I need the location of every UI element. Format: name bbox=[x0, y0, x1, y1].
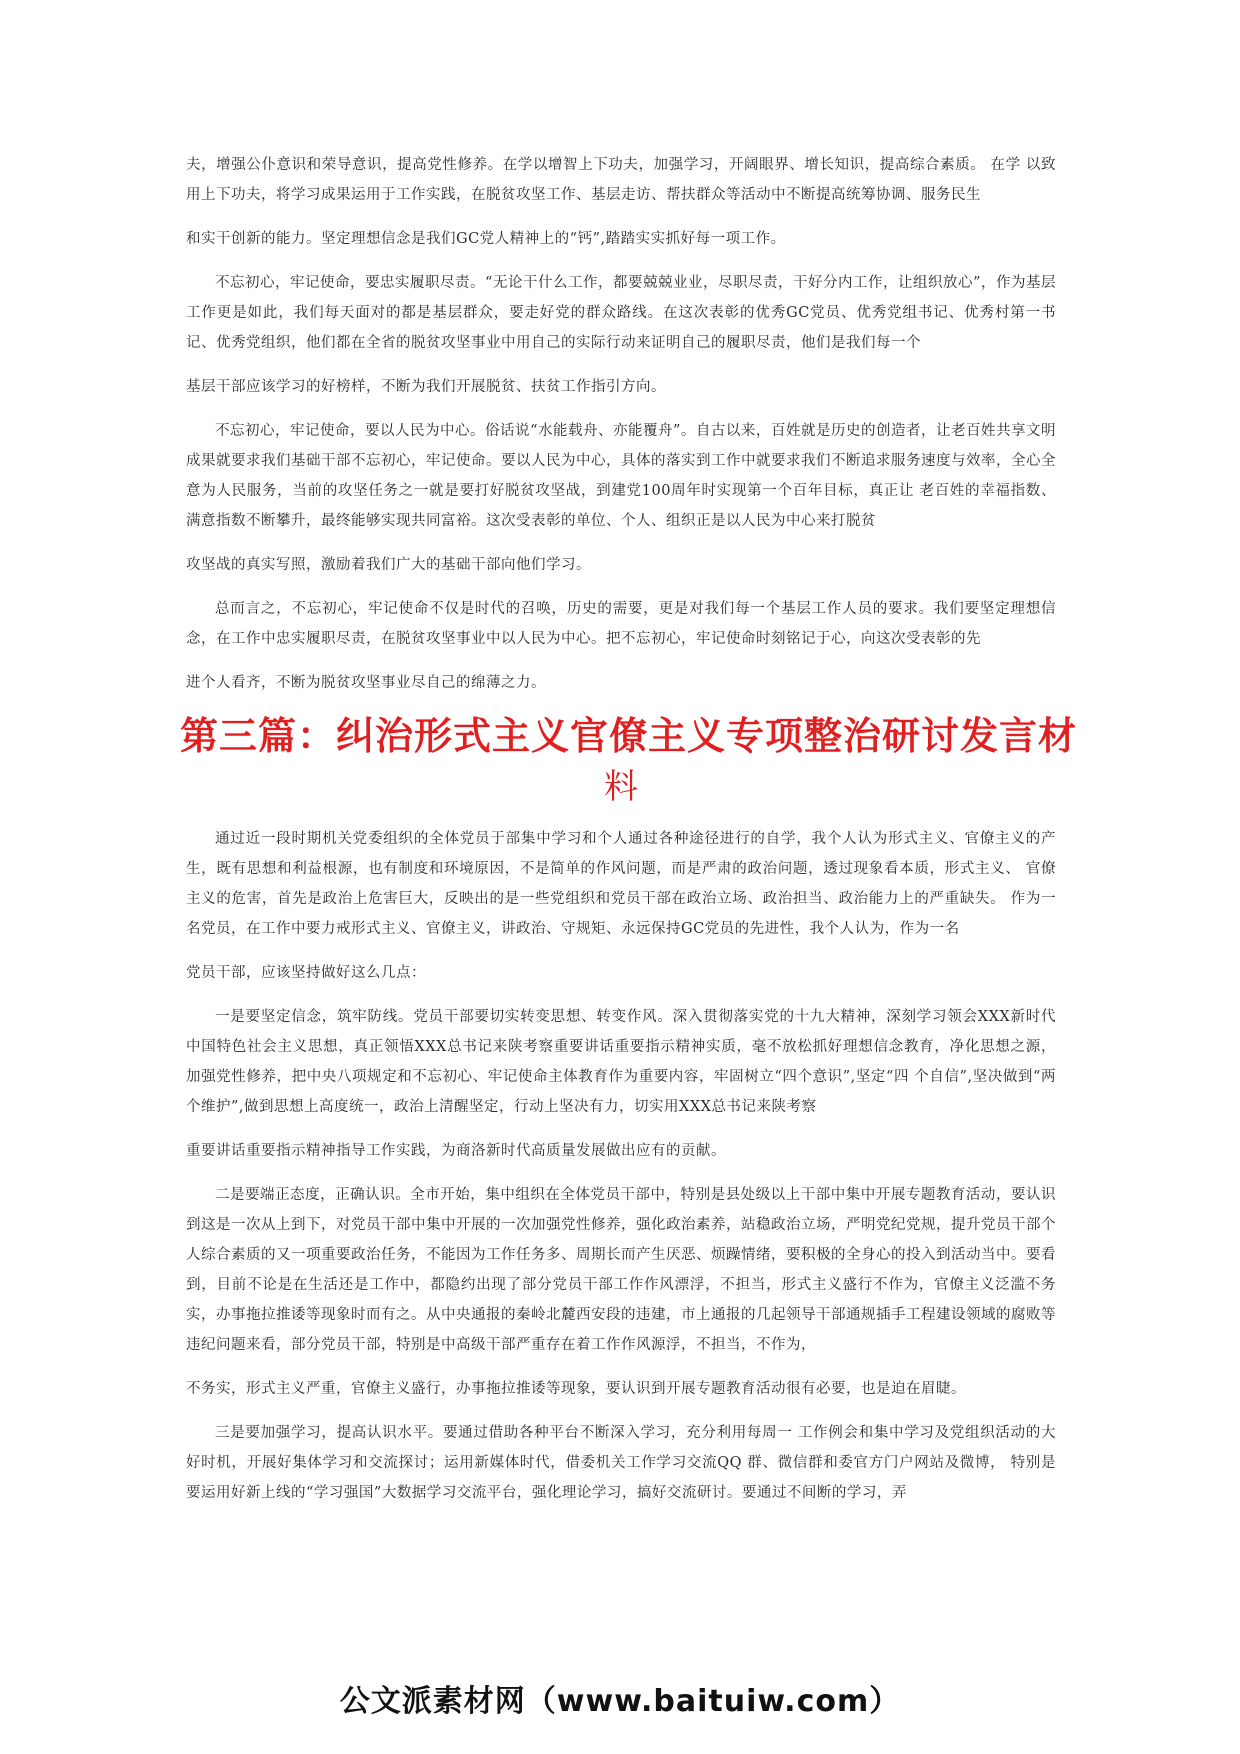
paragraph: 党员干部，应该坚持做好这么几点： bbox=[186, 965, 426, 981]
section-heading: 第三篇：纠治形式主义官僚主义专项整治研讨发言材 bbox=[180, 714, 1078, 758]
paragraph: 基层干部应该学习的好榜样，不断为我们开展脱贫、扶贫工作指引方向。 bbox=[186, 379, 666, 395]
document-body bbox=[180, 150, 1078, 1522]
paragraph: 不忘初心，牢记使命，要忠实履职尽责。“无论干什么工作，都要兢兢业业，尽职尽责，干好分内工作，让组织放心”，作为基层工作更是如此，我们每天面对的都是基层群众，要走好党的群众路线。在这次表彰的优秀GC党员、优秀党组书记、优秀村第一书记、优秀党组织，他们都在全省的脱贫攻坚事业中用自己的实际行动来证明自己的履职尽责，他们是我们每一个 bbox=[186, 275, 1056, 351]
paragraph: 通过近一段时期机关党委组织的全体党员于部集中学习和个人通过各种途径进行的自学，我个人认为形式主义、官僚主义的产生，既有思想和利益根源，也有制度和环境原因，不是简单的作风问题，而是严肃的政治问题，透过现象看本质，形式主义、 官僚主义的危害，首先是政治上危害巨大，反映出的是一些党组织和党员干部在政治立场、政治担当、政治能力上的严重缺失。 作为一名党员，在工作中要力戒形式主义、官僚主义，讲政治、守规矩、永远保持GC党员的先进性，我个人认为，作为一名 bbox=[186, 831, 1056, 937]
paragraph: 不忘初心，牢记使命，要以人民为中心。俗话说“水能载舟、亦能覆舟”。自古以来，百姓就是历史的创造者，让老百姓共享文明成果就要求我们基础干部不忘初心，牢记使命。要以人民为中心，具体的落实到工作中就要求我们不断追求服务速度与效率，全心全意为人民服务，当前的攻坚任务之一就是要打好脱贫攻坚战，到建党100周年时实现第一个百年目标，真正让 老百姓的幸福指数、满意指数不断攀升，最终能够实现共同富裕。这次受表彰的单位、个人、组织正是以人民为中心来打脱贫 bbox=[186, 423, 1056, 529]
paragraph: 二是要端正态度，正确认识。全市开始，集中组织在全体党员干部中，特别是县处级以上干部中集中开展专题教育活动，要认识到这是一次从上到下，对党员干部中集中开展的一次加强党性修养，强化政治素养，站稳政治立场，严明党纪党规，提升党员干部个人综合素质的又一项重要政治任务，不能因为工作任务多、周期长而产生厌恶、烦躁情绪，要积极的全身心的投入到活动当中。要看到，目前不论是在生活还是工作中，都隐约出现了部分党员干部工作作风漂浮，不担当，形式主义盛行不作为，官僚主义泛滥不务实，办事拖拉推诿等现象时而有之。从中央通报的秦岭北麓西安段的违建，市上通报的几起领导干部通规插手工程建设领域的腐败等违纪问题来看，部分党员干部，特别是中高级干部严重存在着工作作风源浮，不担当，不作为， bbox=[186, 1187, 1056, 1353]
paragraph: 和实干创新的能力。坚定理想信念是我们GC党人精神上的“钙”,踏踏实实抓好每一项工作。 bbox=[186, 231, 786, 247]
paragraph: 夫，增强公仆意识和荣导意识，提高党性修养。在学以增智上下功夫，加强学习，开阔眼界、增长知识，提高综合素质。 在学 以致用上下功夫，将学习成果运用于工作实践，在脱贫攻坚工作、基层走访、帮扶群众等活动中不断提高统筹协调、服务民生 bbox=[186, 157, 1056, 203]
section-heading-continuation: 料 bbox=[604, 767, 638, 807]
paragraph: 总而言之，不忘初心，牢记使命不仅是时代的召唤，历史的需要，更是对我们每一个基层工作人员的要求。我们要坚定理想信念，在工作中忠实履职尽责，在脱贫攻坚事业中以人民为中心。把不忘初心，牢记使命时刻铭记于心，向这次受表彰的先 bbox=[186, 601, 1056, 647]
paragraph: 不务实，形式主义严重，官僚主义盛行，办事拖拉推诿等现象，要认识到开展专题教育活动很有必要，也是迫在眉睫。 bbox=[186, 1381, 966, 1397]
paragraph: 三是要加强学习，提高认识水平。要通过借助各种平台不断深入学习，充分利用每周一 工作例会和集中学习及党组织活动的大好时机，开展好集体学习和交流探讨；运用新媒体时代，借委机关工作学习交流QQ 群、微信群和委官方门户网站及微博， 特别是要运用好新上线的“学习强国”大数据学习交流平台，强化理论学习，搞好交流研讨。要通过不间断的学习，弄 bbox=[186, 1425, 1056, 1501]
footer-watermark: 公文派素材网（www.baituiw.com） bbox=[339, 1684, 901, 1719]
paragraph: 一是要坚定信念，筑牢防线。党员干部要切实转变思想、转变作风。深入贯彻落实党的十九大精神，深刻学习领会XXX新时代中国特色社会主义思想，真正领悟XXX总书记来陕考察重要讲话重要指示精神实质，毫不放松抓好理想信念教育，净化思想之源，加强党性修养，把中央八项规定和不忘初心、牢记使命主体教育作为重要内容，牢固树立“四个意识”,坚定“四 个自信”,坚决做到“两个维护”,做到思想上高度统一，政治上清醒坚定，行动上坚决有力，切实用XXX总书记来陕考察 bbox=[186, 1009, 1056, 1115]
paragraph: 攻坚战的真实写照，激励着我们广大的基础干部向他们学习。 bbox=[186, 557, 591, 573]
paragraph: 进个人看齐，不断为脱贫攻坚事业尽自己的绵薄之力。 bbox=[186, 675, 546, 691]
paragraph: 重要讲话重要指示精神指导工作实践，为商洛新时代高质量发展做出应有的贡献。 bbox=[186, 1143, 726, 1159]
